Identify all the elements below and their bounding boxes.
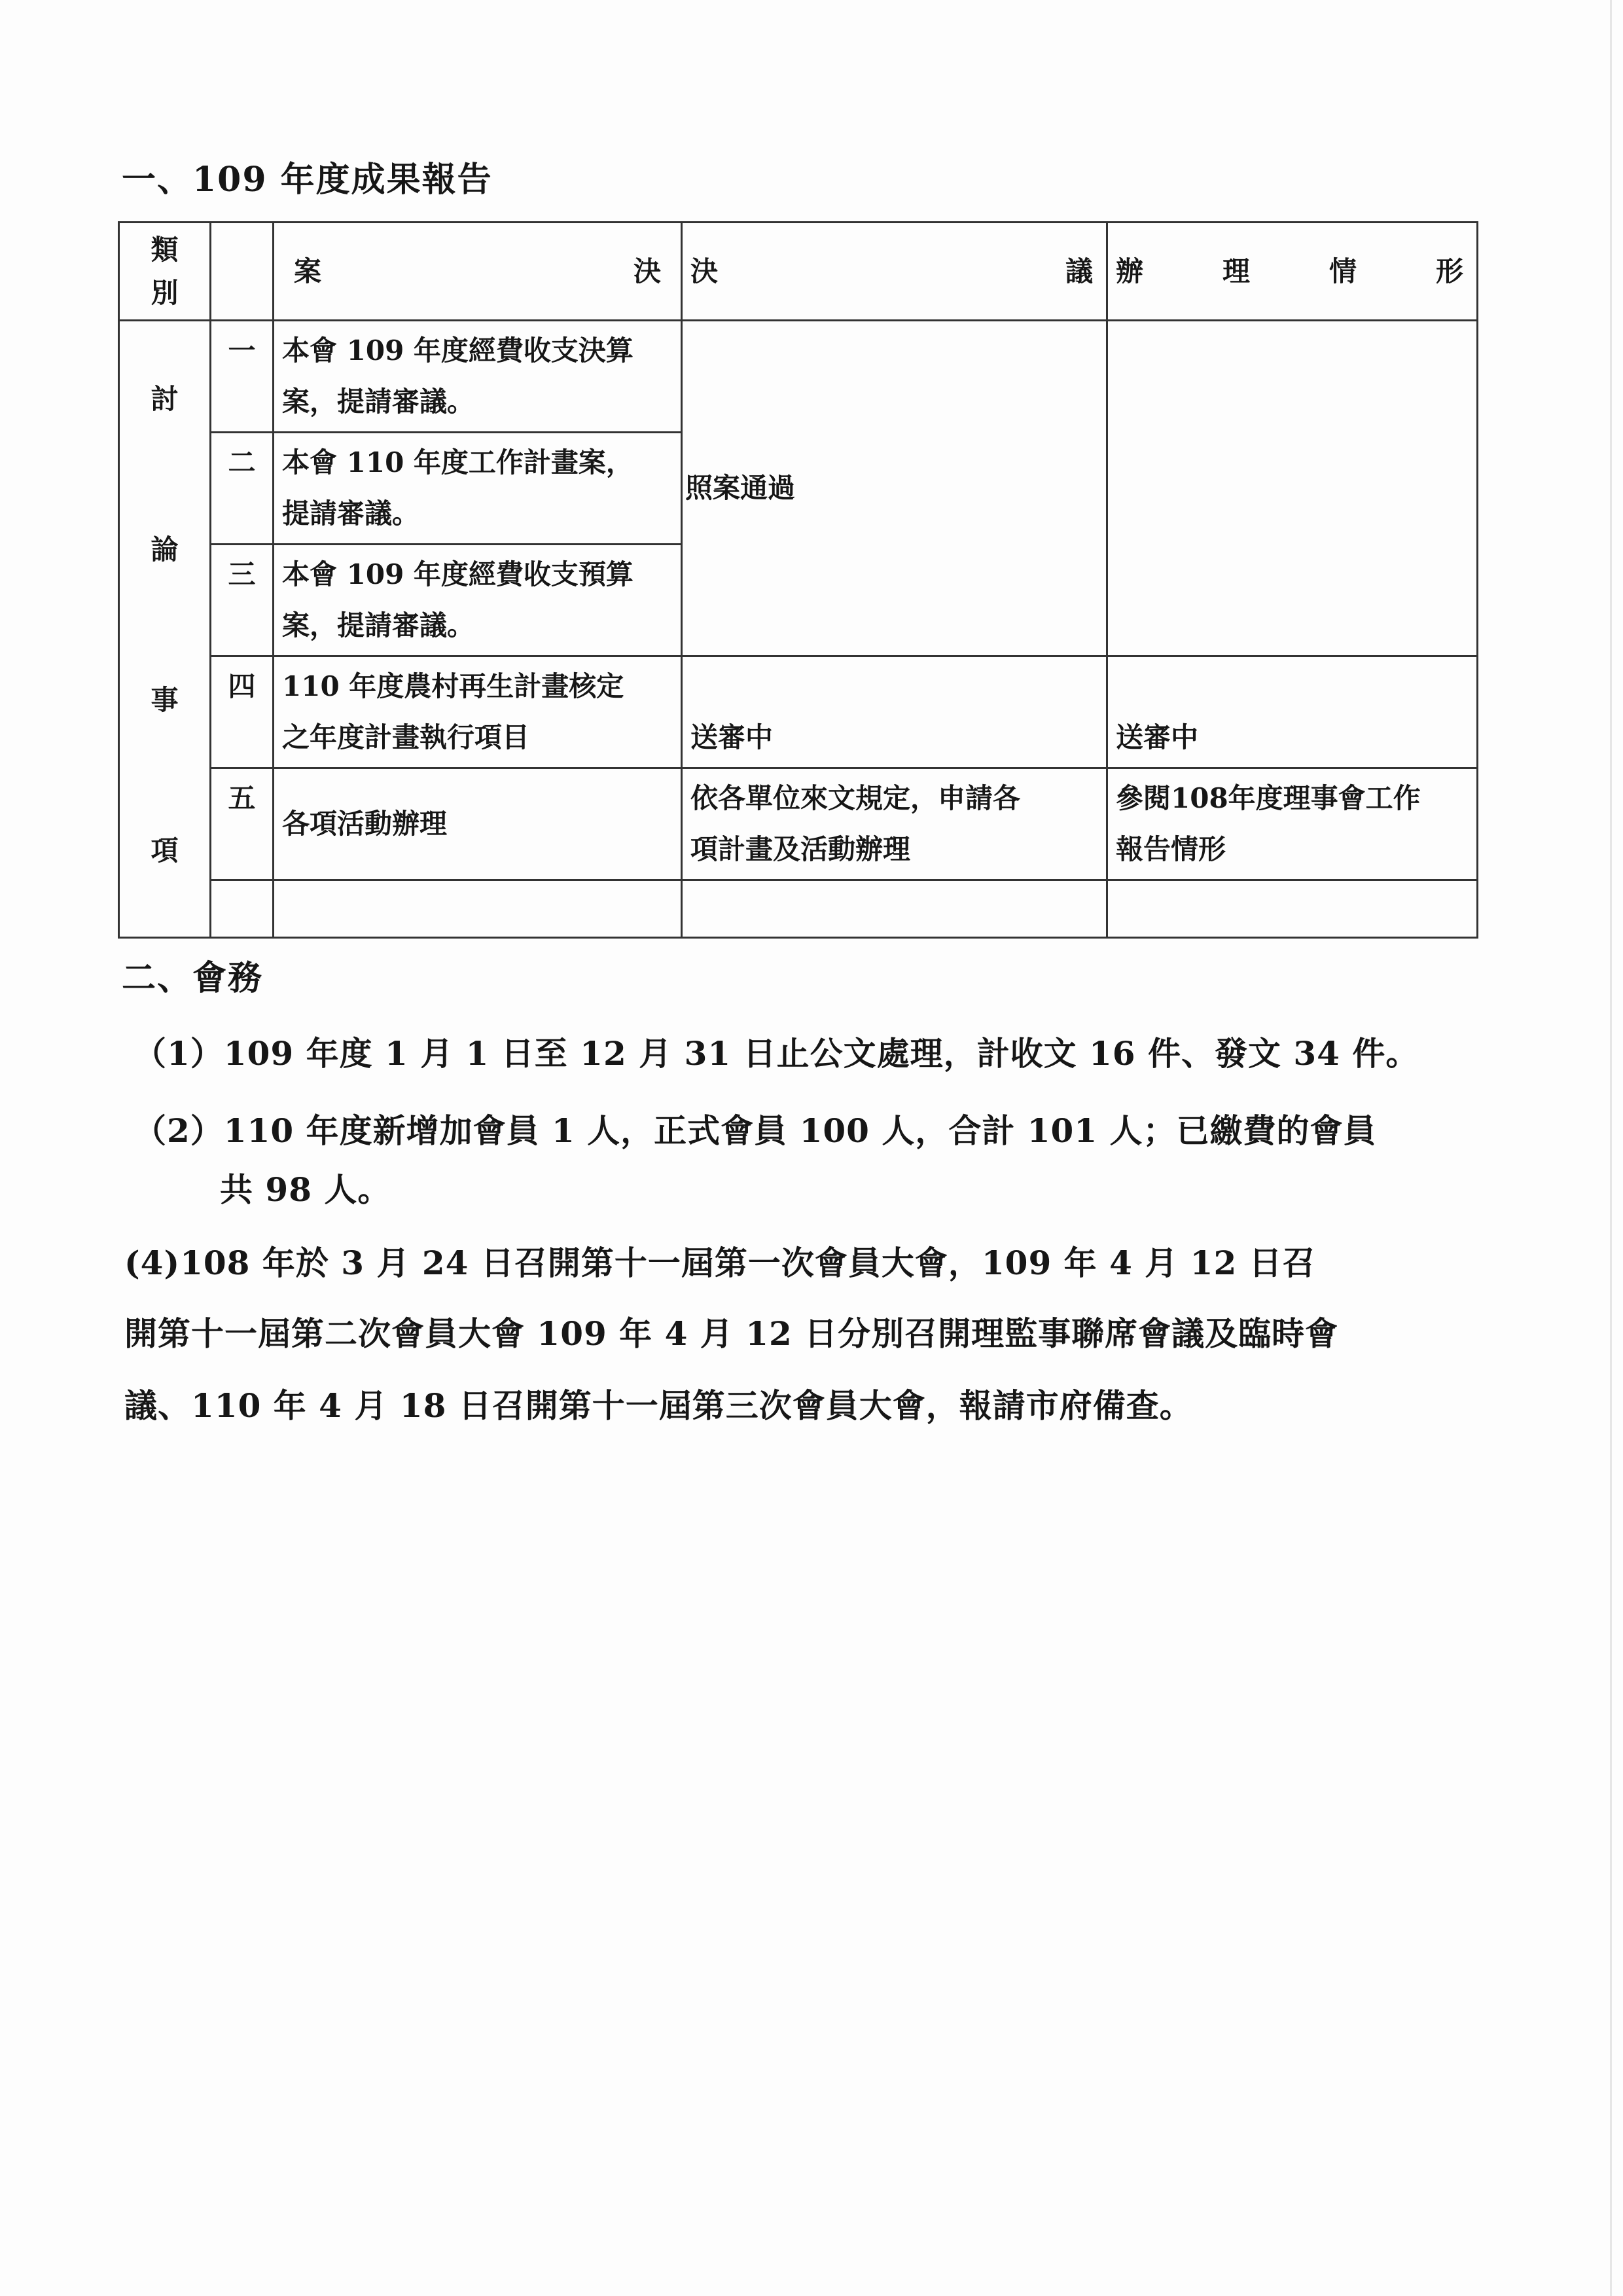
header-status-char4: 形 (1435, 255, 1463, 287)
case-cell: 各項活動辦理 (274, 768, 682, 880)
status-text-line: 參閱108年度理事會工作 (1116, 782, 1421, 814)
category-char-1: 討 (151, 383, 179, 415)
table-row (119, 656, 1478, 768)
header-resolution (682, 223, 1107, 321)
affairs-item-4-line1: (4)108 年於 3 月 24 日召開第十一屆第一次會員大會，109 年 4 月 12 日召 (124, 1244, 1316, 1282)
category-char-3: 事 (151, 684, 179, 716)
status-cell (1107, 768, 1478, 880)
header-resolution-char2: 議 (1065, 255, 1093, 287)
header-status (1107, 223, 1478, 321)
case-cell (274, 433, 682, 545)
empty-cell (1107, 880, 1478, 938)
case-text-line: 110 年度農村再生計畫核定 (282, 670, 624, 702)
affairs-item-1: （1）109 年度 1 月 1 日至 12 月 31 日止公文處理，計收文 16 件、發文 34 件。 (134, 1034, 1419, 1073)
category-char-2: 論 (151, 533, 179, 565)
header-case-char1: 案 (294, 255, 322, 287)
empty-cell (211, 880, 274, 938)
resolution-cell (682, 768, 1107, 880)
row-number: 一 (211, 321, 274, 433)
empty-cell (274, 880, 682, 938)
case-cell (274, 656, 682, 768)
header-status-char3: 情 (1329, 255, 1357, 287)
table-header-row (119, 223, 1478, 321)
header-category (119, 223, 211, 321)
row-number: 五 (211, 768, 274, 880)
header-case (274, 223, 682, 321)
status-cell: 送審中 (1107, 656, 1478, 768)
case-text-line: 案，提請審議。 (282, 609, 475, 641)
affairs-item-2-line1: （2）110 年度新增加會員 1 人，正式會員 100 人，合計 101 人；已繳費的會員 (134, 1111, 1377, 1150)
resolution-merged-cell: 照案通過 (682, 321, 1107, 656)
resolution-cell: 送審中 (682, 656, 1107, 768)
affairs-item-4-line2: 開第十一屆第二次會員大會 109 年 4 月 12 日分別召開理監事聯席會議及臨時會 (124, 1314, 1339, 1353)
section-1-heading: 一、109 年度成果報告 (122, 160, 493, 200)
resolution-text-line: 依各單位來文規定，申請各 (690, 782, 1021, 814)
status-merged-cell (1107, 321, 1478, 656)
case-text-line: 案，提請審議。 (282, 386, 475, 418)
section-2-heading: 二、會務 (122, 958, 264, 998)
status-text-line: 報告情形 (1116, 833, 1226, 865)
case-text-line: 本會 109 年度經費收支決算 (282, 334, 633, 367)
affairs-item-2-line2: 共 98 人。 (220, 1170, 391, 1209)
case-text-line: 提請審議。 (282, 497, 420, 529)
row-number: 四 (211, 656, 274, 768)
case-text-line: 本會 110 年度工作計畫案， (282, 446, 633, 478)
header-category-line1: 類 (151, 233, 179, 266)
header-status-char2: 理 (1222, 255, 1250, 287)
resolution-text-line: 項計畫及活動辦理 (690, 833, 911, 865)
category-char-4: 項 (151, 834, 179, 867)
table-row (119, 321, 1478, 433)
category-discussion-items (119, 321, 211, 938)
header-resolution-char1: 決 (690, 255, 719, 287)
case-text-line: 之年度計畫執行項目 (282, 721, 530, 753)
scan-edge-line (1610, 0, 1612, 2296)
row-number: 三 (211, 545, 274, 656)
header-status-char1: 辦 (1116, 255, 1144, 287)
case-cell (274, 321, 682, 433)
table-row (119, 768, 1478, 880)
table-row-empty (119, 880, 1478, 938)
header-category-line2: 別 (151, 276, 179, 309)
affairs-item-4-line3: 議、110 年 4 月 18 日召開第十一屆第三次會員大會，報請市府備查。 (124, 1386, 1193, 1425)
row-number: 二 (211, 433, 274, 545)
case-cell (274, 545, 682, 656)
header-case-char2: 決 (633, 255, 661, 287)
empty-cell (682, 880, 1107, 938)
results-table (118, 221, 1478, 939)
case-text-line: 本會 109 年度經費收支預算 (282, 558, 633, 590)
header-number (211, 223, 274, 321)
